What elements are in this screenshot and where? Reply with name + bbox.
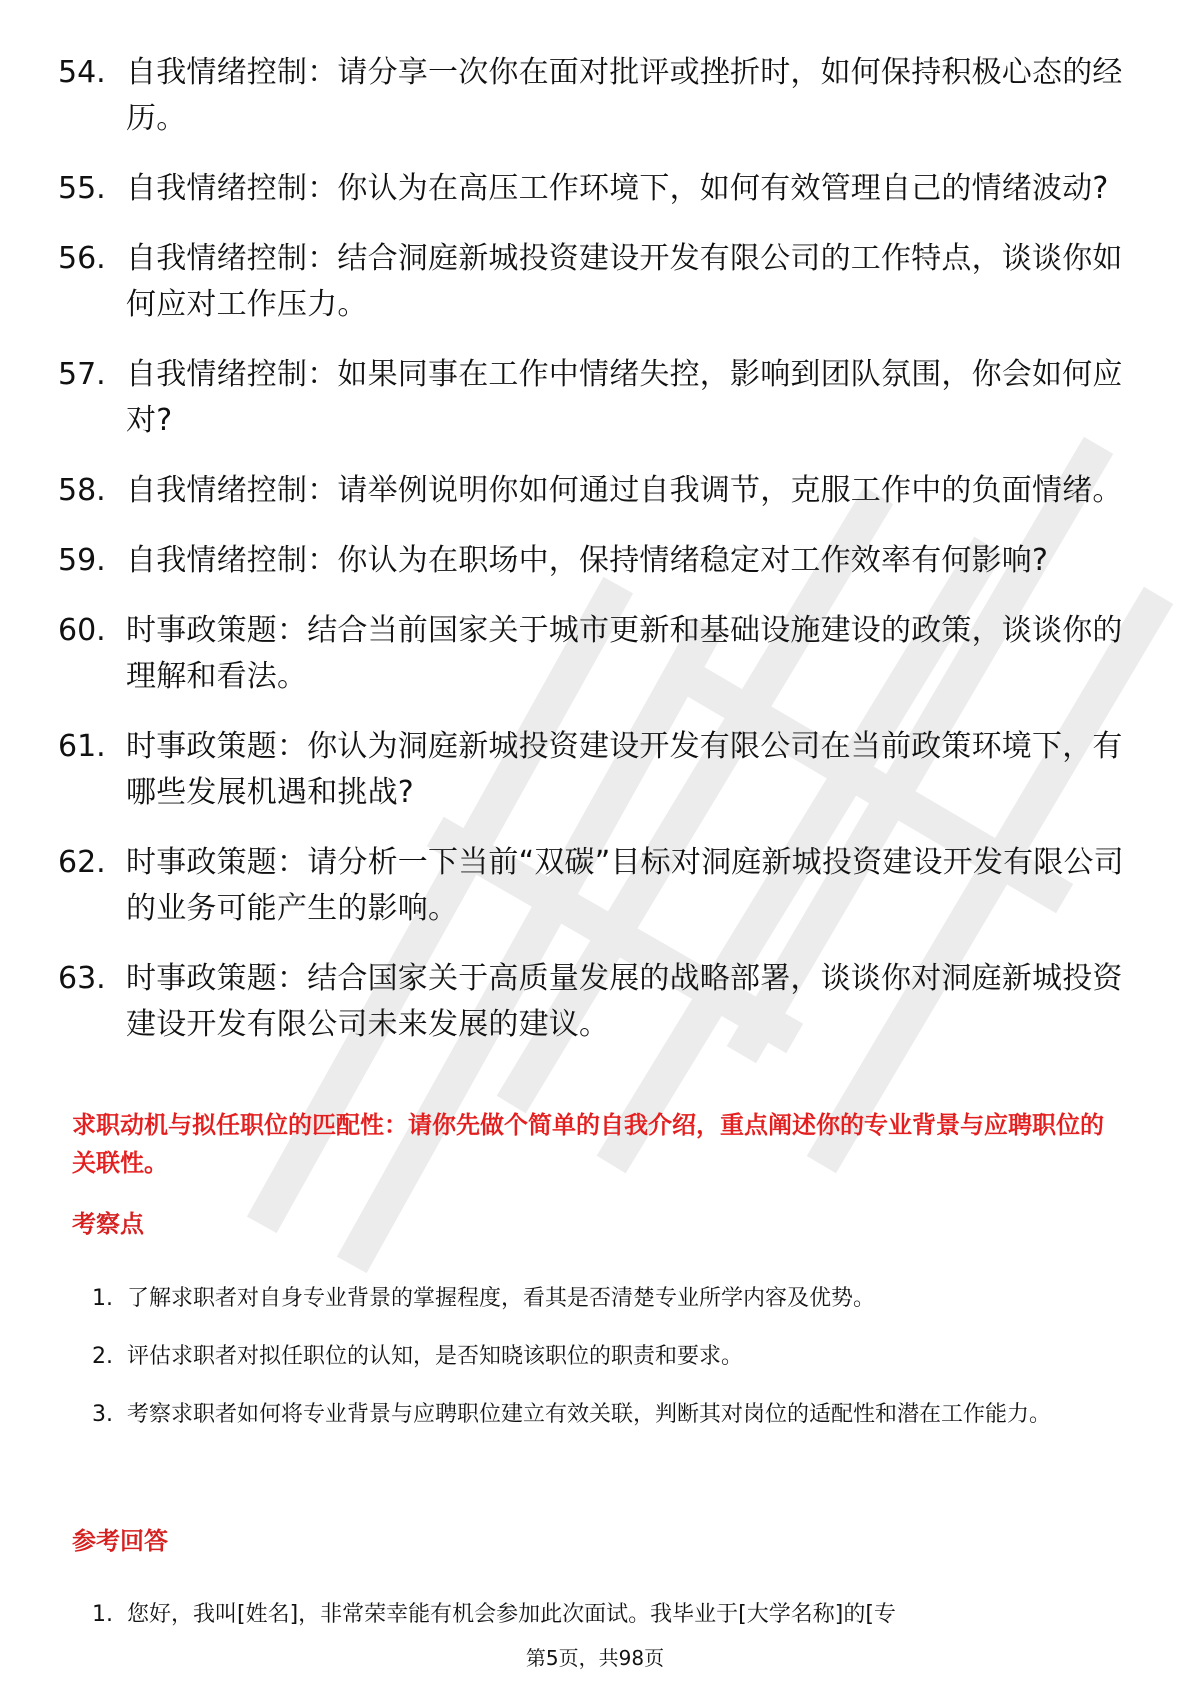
question-item bbox=[58, 50, 1138, 142]
question-number: 57. bbox=[58, 357, 106, 392]
question-number: 61. bbox=[58, 729, 106, 764]
page-footer: 第5页，共98页 bbox=[525, 1646, 665, 1670]
question-number: 58. bbox=[58, 473, 106, 508]
question-item bbox=[58, 956, 1138, 1048]
question-text: 自我情绪控制：你认为在高压工作环境下，如何有效管理自己的情绪波动? bbox=[126, 171, 1109, 206]
question-item bbox=[58, 608, 1138, 700]
question-number: 62. bbox=[58, 845, 106, 880]
question-item bbox=[58, 538, 1138, 584]
highlight-question-heading: 求职动机与拟任职位的匹配性：请你先做个简单的自我介绍，重点阐述你的专业背景与应聘职位的关联性。 bbox=[72, 1111, 1104, 1177]
question-number: 54. bbox=[58, 55, 106, 90]
exam-point-item bbox=[92, 1398, 1122, 1445]
question-text: 自我情绪控制：结合洞庭新城投资建设开发有限公司的工作特点，谈谈你如何应对工作压力。 bbox=[126, 241, 1123, 322]
reference-answer-number: 1. bbox=[92, 1602, 113, 1627]
question-item bbox=[58, 468, 1138, 514]
question-text: 时事政策题：结合国家关于高质量发展的战略部署，谈谈你对洞庭新城投资建设开发有限公司未来发展的建议。 bbox=[126, 961, 1123, 1042]
question-item bbox=[58, 724, 1138, 816]
question-number: 55. bbox=[58, 171, 106, 206]
question-item bbox=[58, 352, 1138, 444]
question-item bbox=[58, 840, 1138, 932]
question-text: 时事政策题：请分析一下当前“双碳”目标对洞庭新城投资建设开发有限公司的业务可能产生的影响。 bbox=[126, 845, 1124, 926]
question-text: 时事政策题：你认为洞庭新城投资建设开发有限公司在当前政策环境下，有哪些发展机遇和挑战? bbox=[126, 729, 1123, 810]
question-number: 59. bbox=[58, 543, 106, 578]
exam-points-list bbox=[92, 1282, 1122, 1469]
exam-point-item bbox=[92, 1340, 1122, 1374]
exam-point-number: 3. bbox=[92, 1402, 113, 1427]
exam-point-number: 2. bbox=[92, 1344, 113, 1369]
exam-point-text: 考察求职者如何将专业背景与应聘职位建立有效关联，判断其对岗位的适配性和潜在工作能力。 bbox=[127, 1402, 1052, 1427]
question-item bbox=[58, 166, 1138, 212]
exam-point-number: 1. bbox=[92, 1286, 113, 1311]
reference-answer-heading: 参考回答 bbox=[72, 1527, 168, 1555]
question-text: 自我情绪控制：如果同事在工作中情绪失控，影响到团队氛围，你会如何应对? bbox=[126, 357, 1123, 438]
exam-point-item bbox=[92, 1282, 1122, 1316]
exam-point-text: 了解求职者对自身专业背景的掌握程度，看其是否清楚专业所学内容及优势。 bbox=[127, 1286, 876, 1311]
question-text: 时事政策题：结合当前国家关于城市更新和基础设施建设的政策，谈谈你的理解和看法。 bbox=[126, 613, 1123, 694]
exam-points-heading: 考察点 bbox=[72, 1210, 144, 1238]
question-number: 63. bbox=[58, 961, 106, 996]
reference-answer-text: 您好，我叫[姓名]，非常荣幸能有机会参加此次面试。我毕业于[大学名称]的[专 bbox=[127, 1602, 896, 1627]
question-item bbox=[58, 236, 1138, 328]
question-number: 56. bbox=[58, 241, 106, 276]
question-list bbox=[58, 50, 1138, 1072]
reference-answer-item bbox=[92, 1598, 1122, 1632]
question-text: 自我情绪控制：请分享一次你在面对批评或挫折时，如何保持积极心态的经历。 bbox=[126, 55, 1123, 136]
exam-point-text: 评估求职者对拟任职位的认知，是否知晓该职位的职责和要求。 bbox=[127, 1344, 744, 1369]
question-number: 60. bbox=[58, 613, 106, 648]
question-text: 自我情绪控制：你认为在职场中，保持情绪稳定对工作效率有何影响? bbox=[126, 543, 1049, 578]
question-text: 自我情绪控制：请举例说明你如何通过自我调节，克服工作中的负面情绪。 bbox=[126, 473, 1123, 508]
